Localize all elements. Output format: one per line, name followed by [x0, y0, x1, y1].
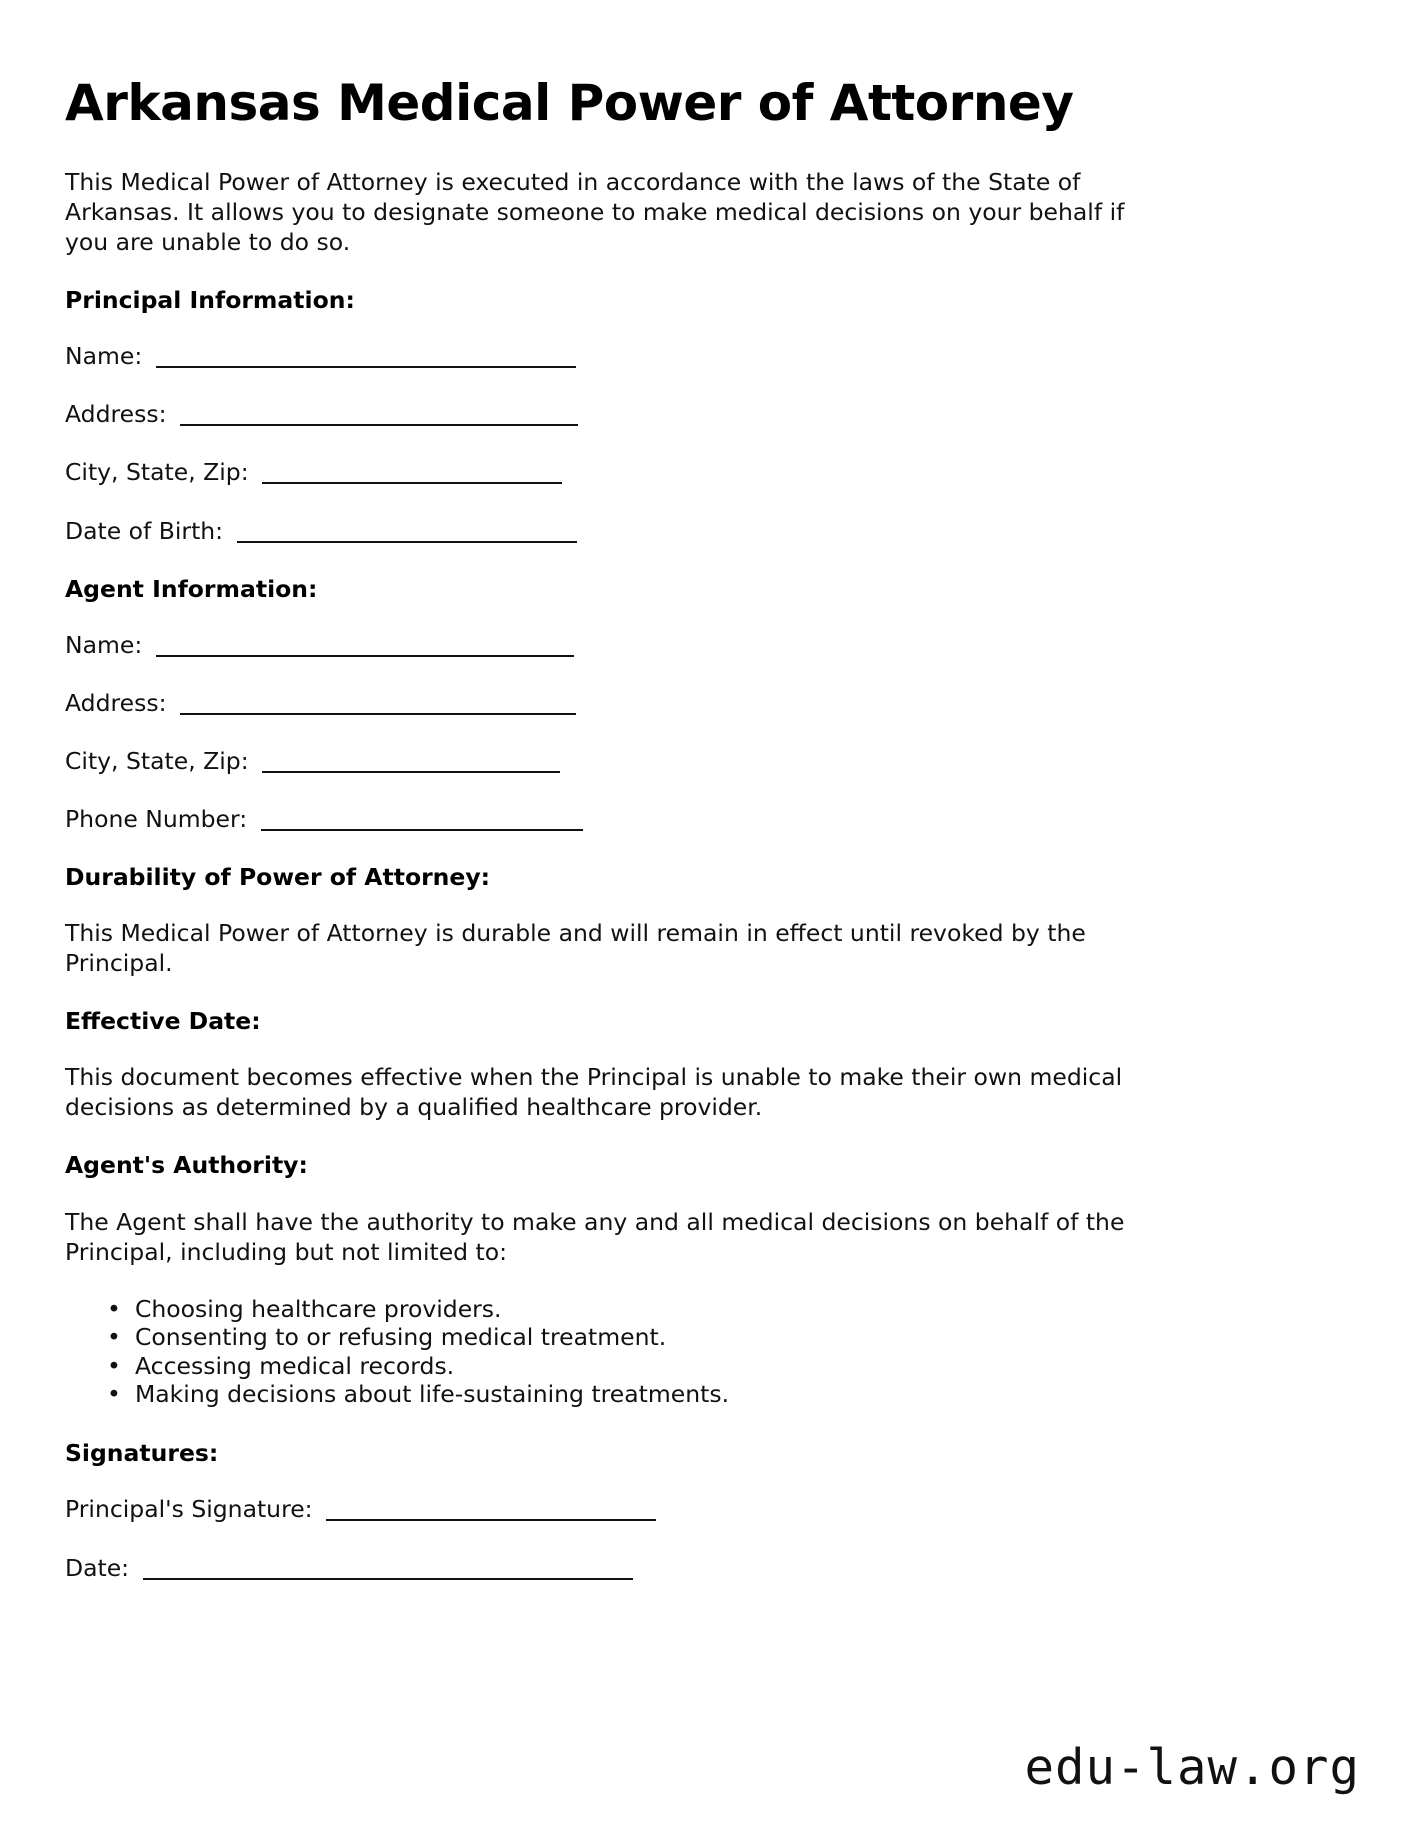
field-blank-line[interactable]: [156, 634, 574, 656]
agents-authority-paragraph: The Agent shall have the authority to make any and all medical decisions on behalf of the Principal, including but not limited to:: [65, 1207, 1125, 1266]
field-label: Principal's Signature:: [65, 1495, 313, 1524]
intro-paragraph: This Medical Power of Attorney is executed in accordance with the laws of the State of Arkansas. It allows you to designate someone to make medical decisions on your behalf if you are unable to do so.: [65, 168, 1125, 257]
field-label: City, State, Zip:: [65, 746, 249, 775]
field-agent-name: [65, 630, 1145, 660]
field-blank-line[interactable]: [326, 1499, 656, 1521]
field-label: Address:: [65, 688, 167, 717]
document-content: [65, 74, 1145, 1611]
field-principal-address: [65, 399, 1145, 429]
field-label: Phone Number:: [65, 804, 248, 833]
field-principal-name: [65, 341, 1145, 371]
list-item-label: Making decisions about life-sustaining treatments.: [135, 1379, 730, 1408]
principal-information-heading: Principal Information:: [65, 286, 355, 315]
agents-authority-heading: Agent's Authority:: [65, 1151, 308, 1180]
list-item-label: Consenting to or refusing medical treatment.: [135, 1323, 667, 1352]
bullet-icon: •: [107, 1323, 121, 1352]
field-agent-city-state-zip: [65, 746, 1145, 776]
field-principal-city-state-zip: [65, 457, 1145, 487]
signatures-heading: Signatures:: [65, 1439, 219, 1468]
field-signature-date: [65, 1553, 1145, 1583]
list-item-label: Choosing healthcare providers.: [135, 1294, 502, 1323]
field-label: Date of Birth:: [65, 516, 224, 545]
field-blank-line[interactable]: [156, 346, 576, 368]
bullet-icon: •: [107, 1294, 121, 1323]
field-principal-signature: [65, 1494, 1145, 1524]
field-agent-phone-number: [65, 804, 1145, 834]
field-blank-line[interactable]: [262, 462, 562, 484]
field-blank-line[interactable]: [180, 404, 578, 426]
field-agent-address: [65, 688, 1145, 718]
list-item-label: Accessing medical records.: [135, 1351, 455, 1380]
list-item: [107, 1295, 1145, 1323]
page-title: Arkansas Medical Power of Attorney: [65, 74, 1074, 132]
list-item: [107, 1380, 1145, 1408]
field-principal-date-of-birth: [65, 516, 1145, 546]
bullet-icon: •: [107, 1379, 121, 1408]
field-blank-line[interactable]: [180, 692, 576, 714]
site-watermark: edu-law.org: [1024, 1739, 1360, 1796]
effective-date-heading: Effective Date:: [65, 1007, 261, 1036]
field-label: Date:: [65, 1553, 130, 1582]
durability-paragraph: This Medical Power of Attorney is durable and will remain in effect until revoked by the Principal.: [65, 919, 1086, 978]
field-label: City, State, Zip:: [65, 458, 249, 487]
agent-information-heading: Agent Information:: [65, 574, 318, 603]
durability-heading: Durability of Power of Attorney:: [65, 863, 491, 892]
field-label: Name:: [65, 630, 143, 659]
effective-date-paragraph: This document becomes effective when the Principal is unable to make their own medical decisions as determined by a qualified healthcare provider.: [65, 1063, 1123, 1122]
field-blank-line[interactable]: [237, 520, 577, 542]
bullet-icon: •: [107, 1351, 121, 1380]
list-item: [107, 1352, 1145, 1380]
field-blank-line[interactable]: [261, 809, 583, 831]
list-item: [107, 1323, 1145, 1351]
field-label: Address:: [65, 400, 167, 429]
field-label: Name:: [65, 342, 143, 371]
field-blank-line[interactable]: [262, 751, 560, 773]
field-blank-line[interactable]: [143, 1557, 633, 1579]
authority-list: [65, 1295, 1145, 1409]
